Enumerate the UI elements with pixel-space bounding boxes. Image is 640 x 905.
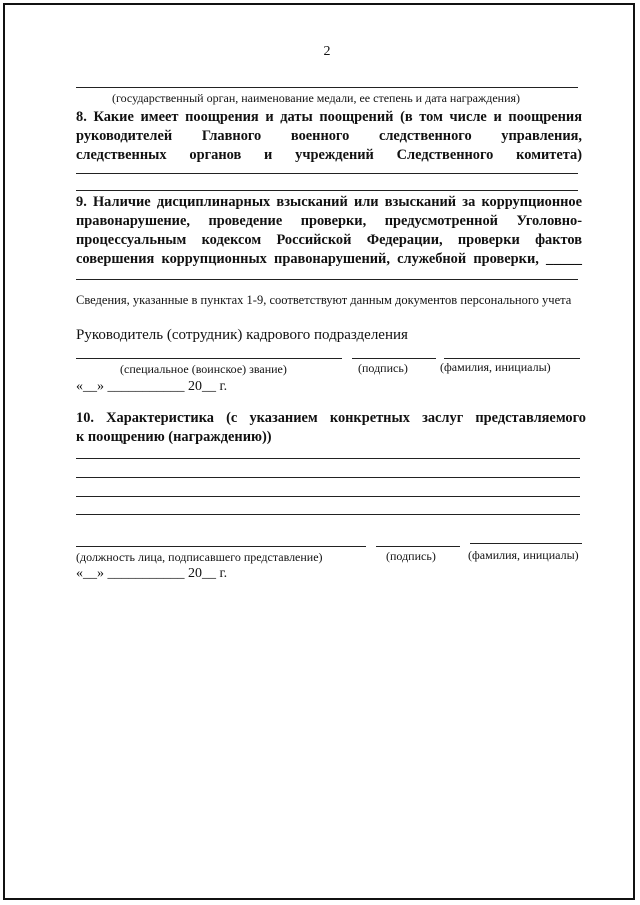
q8-line3: следственных органов и учреждений Следственного комитета) xyxy=(76,147,582,163)
signature-line-2[interactable] xyxy=(376,546,460,547)
q10-answer-line-2[interactable] xyxy=(76,477,580,478)
name-caption-1: (фамилия, инициалы) xyxy=(440,360,551,374)
q8-heading xyxy=(76,108,582,165)
award-blank-line[interactable] xyxy=(76,87,578,88)
q9-line1: 9. Наличие дисциплинарных взысканий или взысканий за коррупционное xyxy=(76,194,582,210)
name-line-2[interactable] xyxy=(470,543,582,544)
q9-heading xyxy=(76,193,582,269)
position-caption: (должность лица, подписавшего представление) xyxy=(76,550,323,564)
q10-line2: к поощрению (награждению)) xyxy=(76,429,272,445)
signature-caption-1: (подпись) xyxy=(358,361,408,375)
q8-answer-line-2[interactable] xyxy=(76,190,578,191)
q8-answer-line-1[interactable] xyxy=(76,173,578,174)
name-line-1[interactable] xyxy=(444,358,580,359)
date-field-1[interactable]: «__» ___________ 20__ г. xyxy=(76,379,228,394)
q10-answer-line-4[interactable] xyxy=(76,514,580,515)
q10-line1: 10. Характеристика (с указанием конкретных заслуг представляемого xyxy=(76,410,586,426)
q8-line1: 8. Какие имеет поощрения и даты поощрений (в том числе и поощрения xyxy=(76,109,582,125)
rank-line[interactable] xyxy=(76,358,342,359)
q10-answer-line-3[interactable] xyxy=(76,496,580,497)
award-caption: (государственный орган, наименование медали, ее степень и дата награждения) xyxy=(112,91,521,105)
q8-line2: руководителей Главного военного следственного управления, xyxy=(76,128,582,144)
page-number: 2 xyxy=(323,44,331,59)
signature-caption-2: (подпись) xyxy=(386,549,436,563)
q9-answer-line[interactable] xyxy=(76,279,578,280)
position-line[interactable] xyxy=(76,546,366,547)
date-field-2[interactable]: «__» ___________ 20__ г. xyxy=(76,566,228,581)
q9-line3: процессуальным кодексом Российской Федерации, проверки фактов xyxy=(76,232,582,248)
q9-line2: правонарушение, проведение проверки, предусмотренной Уголовно- xyxy=(76,213,582,229)
info-statement: Сведения, указанные в пунктах 1-9, соответствуют данным документов персонального учета xyxy=(76,293,572,307)
q9-line4: совершения коррупционных правонарушений, служебной проверки, _____ xyxy=(76,251,582,267)
q10-heading xyxy=(76,409,586,447)
name-caption-2: (фамилия, инициалы) xyxy=(468,548,579,562)
hr-head-label: Руководитель (сотрудник) кадрового подразделения xyxy=(76,327,408,343)
rank-caption: (специальное (воинское) звание) xyxy=(120,362,287,376)
q10-answer-line-1[interactable] xyxy=(76,458,580,459)
signature-line-1[interactable] xyxy=(352,358,436,359)
